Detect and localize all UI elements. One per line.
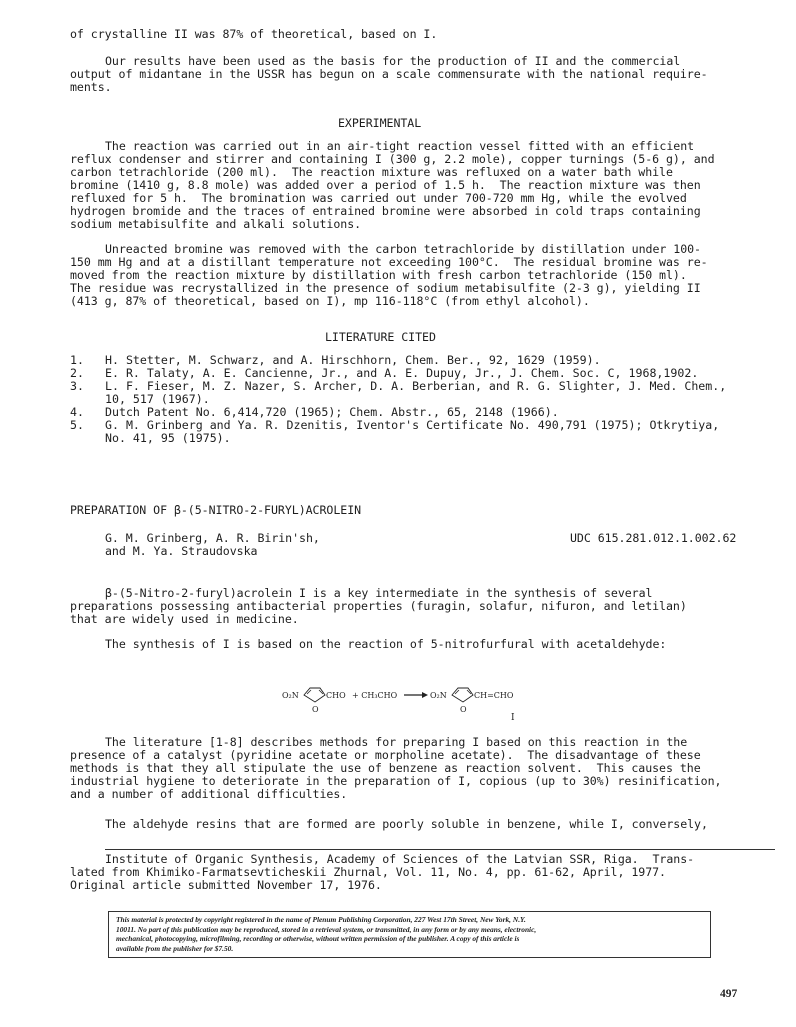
experimental-p1-line-7: sodium metabisulfite and alkali solutions. (70, 217, 362, 231)
footnote-line-1: Institute of Organic Synthesis, Academy of Sciences of the Latvian SSR, Riga. Trans- (105, 852, 695, 866)
experimental-p1-line-2: reflux condenser and stirrer and containing I (300 g, 2.2 mole), copper turnings (5-6 g), and (70, 152, 715, 166)
ref-5-number: 5. (70, 418, 84, 432)
ref-2 (105, 367, 698, 380)
literature-para-line-1: The literature [1-8] describes methods for preparing I based on this reaction in the (105, 735, 688, 749)
ref-2-number: 2. (70, 366, 84, 380)
experimental-p1-line-6: hydrogen bromide and the traces of entrained bromine were absorbed in cold traps containing (70, 204, 701, 218)
intro-line-1: β-(5-Nitro-2-furyl)acrolein I is a key intermediate in the synthesis of several (105, 586, 653, 600)
authors-line-2: and M. Ya. Straudovska (105, 544, 258, 558)
previous-article-last-line: of crystalline II was 87% of theoretical, based on I. (70, 27, 438, 41)
ref-4-line-1: Dutch Patent No. 6,414,720 (1965); Chem. Abstr., 65, 2148 (1966). (105, 405, 559, 419)
ref-2-line-1: E. R. Talaty, A. E. Cancienne, Jr., and A. E. Dupuy, Jr., J. Chem. Soc. C, 1968,1902. (105, 366, 699, 380)
ref-1-line-1: H. Stetter, M. Schwarz, and A. Hirschhorn, Chem. Ber., 92, 1629 (1959). (105, 353, 601, 367)
copyright-line-3: mechanical, photocopying, microfilming, recording or otherwise, without written permission of the publisher. A copy of this article is (116, 934, 520, 944)
experimental-p1-line-1: The reaction was carried out in an air-tight reaction vessel fitted with an efficient (105, 139, 695, 153)
page-number: 497 (720, 988, 738, 1000)
footnote-rule (105, 849, 775, 850)
authors-line-1: G. M. Grinberg, A. R. Birin'sh, (105, 531, 320, 545)
literature-para-line-3: methods is that they all stipulate the use of benzene as reaction solvent. This causes the (70, 761, 701, 775)
article-title: PREPARATION OF β-(5-NITRO-2-FURYL)ACROLEIN (70, 503, 362, 517)
copyright-line-2: 10011. No part of this publication may be reproduced, stored in a retrieval system, or transmitted, in any form or by any means, electronic, (116, 924, 537, 934)
results-line-1: Our results have been used as the basis for the production of II and the commercial (105, 54, 681, 68)
ref-3-line-2: 10, 517 (1967). (105, 391, 210, 406)
results-line-3: ments. (70, 80, 112, 94)
udc-code: UDC 615.281.012.1.002.62 (570, 531, 737, 545)
ref-3-line-1: L. F. Fieser, M. Z. Nazer, S. Archer, D. A. Berberian, and R. G. Slighter, J. Med. Chem., (105, 379, 727, 393)
experimental-p1-line-5: refluxed for 5 h. The bromination was carried out under 700-720 mm Hg, while the evolved (70, 191, 687, 205)
ref-5-line-1: G. M. Grinberg and Ya. R. Dzenitis, Iventor's Certificate No. 490,791 (1975); Otkrytiya, (105, 418, 720, 432)
scheme-ring-oxygen-1: O (312, 705, 319, 714)
furan-ring-product (452, 688, 473, 702)
furan-ring-reactant (304, 688, 325, 702)
intro-line-3: that are widely used in medicine. (70, 612, 299, 626)
scheme-product-label: I (511, 713, 515, 722)
ref-3-number: 3. (70, 379, 84, 393)
scheme-reactant-no2: O₂N (282, 691, 299, 700)
resins-para-line-1: The aldehyde resins that are formed are poorly soluble in benzene, while I, conversely, (105, 817, 708, 831)
results-line-2: output of midantane in the USSR has begun on a scale commensurate with the national require- (70, 67, 708, 81)
scheme-ring-oxygen-2: O (460, 705, 467, 714)
ref-1-number: 1. (70, 353, 84, 367)
experimental-p2-line-3: moved from the reaction mixture by distillation with fresh carbon tetrachloride (150 ml). (70, 268, 687, 282)
intro-line-2: preparations possessing antibacterial properties (furagin, solafur, nifuron, and letilan) (70, 599, 687, 613)
ref-1 (105, 354, 601, 367)
experimental-p1-line-3: carbon tetrachloride (200 ml). The reaction mixture was refluxed on a water bath while (70, 165, 673, 179)
experimental-p1-line-4: bromine (1410 g, 8.8 mole) was added over a period of 1.5 h. The reaction mixture was then (70, 178, 701, 192)
ref-4 (105, 406, 559, 419)
literature-para-line-4: industrial hygiene to deteriorate in the preparation of I, copious (up to 30%) resinification, (70, 774, 722, 788)
experimental-heading: EXPERIMENTAL (338, 116, 422, 130)
literature-para-line-2: presence of a catalyst (pyridine acetate or morpholine acetate). The disadvantage of these (70, 748, 701, 762)
ref-4-number: 4. (70, 405, 84, 419)
scheme-product-no2: O₂N (430, 691, 447, 700)
scheme-reactant-cho: CHO (326, 691, 346, 700)
literature-para-line-5: and a number of additional difficulties. (70, 787, 348, 801)
ref-5 (105, 419, 719, 444)
experimental-p2-line-4: The residue was recrystallized in the presence of sodium metabisulfite (2-3 g), yielding II (70, 281, 701, 295)
experimental-p2-line-1: Unreacted bromine was removed with the carbon tetrachloride by distillation under 100- (105, 242, 701, 256)
literature-heading: LITERATURE CITED (325, 330, 436, 344)
copyright-notice (108, 911, 711, 958)
ref-3 (105, 380, 726, 405)
experimental-p2-line-2: 150 mm Hg and at a distillant temperature not exceeding 100°C. The residual bromine was re- (70, 255, 708, 269)
synthesis-sentence: The synthesis of I is based on the reaction of 5-nitrofurfural with acetaldehyde: (105, 637, 667, 651)
ref-5-line-2: No. 41, 95 (1975). (105, 430, 231, 445)
experimental-p2-line-5: (413 g, 87% of theoretical, based on I), mp 116-118°C (from ethyl alcohol). (70, 294, 590, 308)
copyright-line-4: available from the publisher for $7.50. (116, 943, 234, 953)
scheme-acetaldehyde: + CH₃CHO (352, 691, 398, 700)
reaction-scheme (282, 682, 582, 722)
copyright-line-1: This material is protected by copyright registered in the name of Plenum Publishing Corporation, 227 West 17th Street, New York, N.Y. (116, 915, 526, 924)
scheme-product-chain: CH=CHO (474, 691, 514, 700)
footnote-line-3: Original article submitted November 17, 1976. (70, 878, 382, 892)
footnote-line-2: lated from Khimiko-Farmatsevticheskii Zhurnal, Vol. 11, No. 4, pp. 61-62, April, 1977. (70, 865, 666, 879)
